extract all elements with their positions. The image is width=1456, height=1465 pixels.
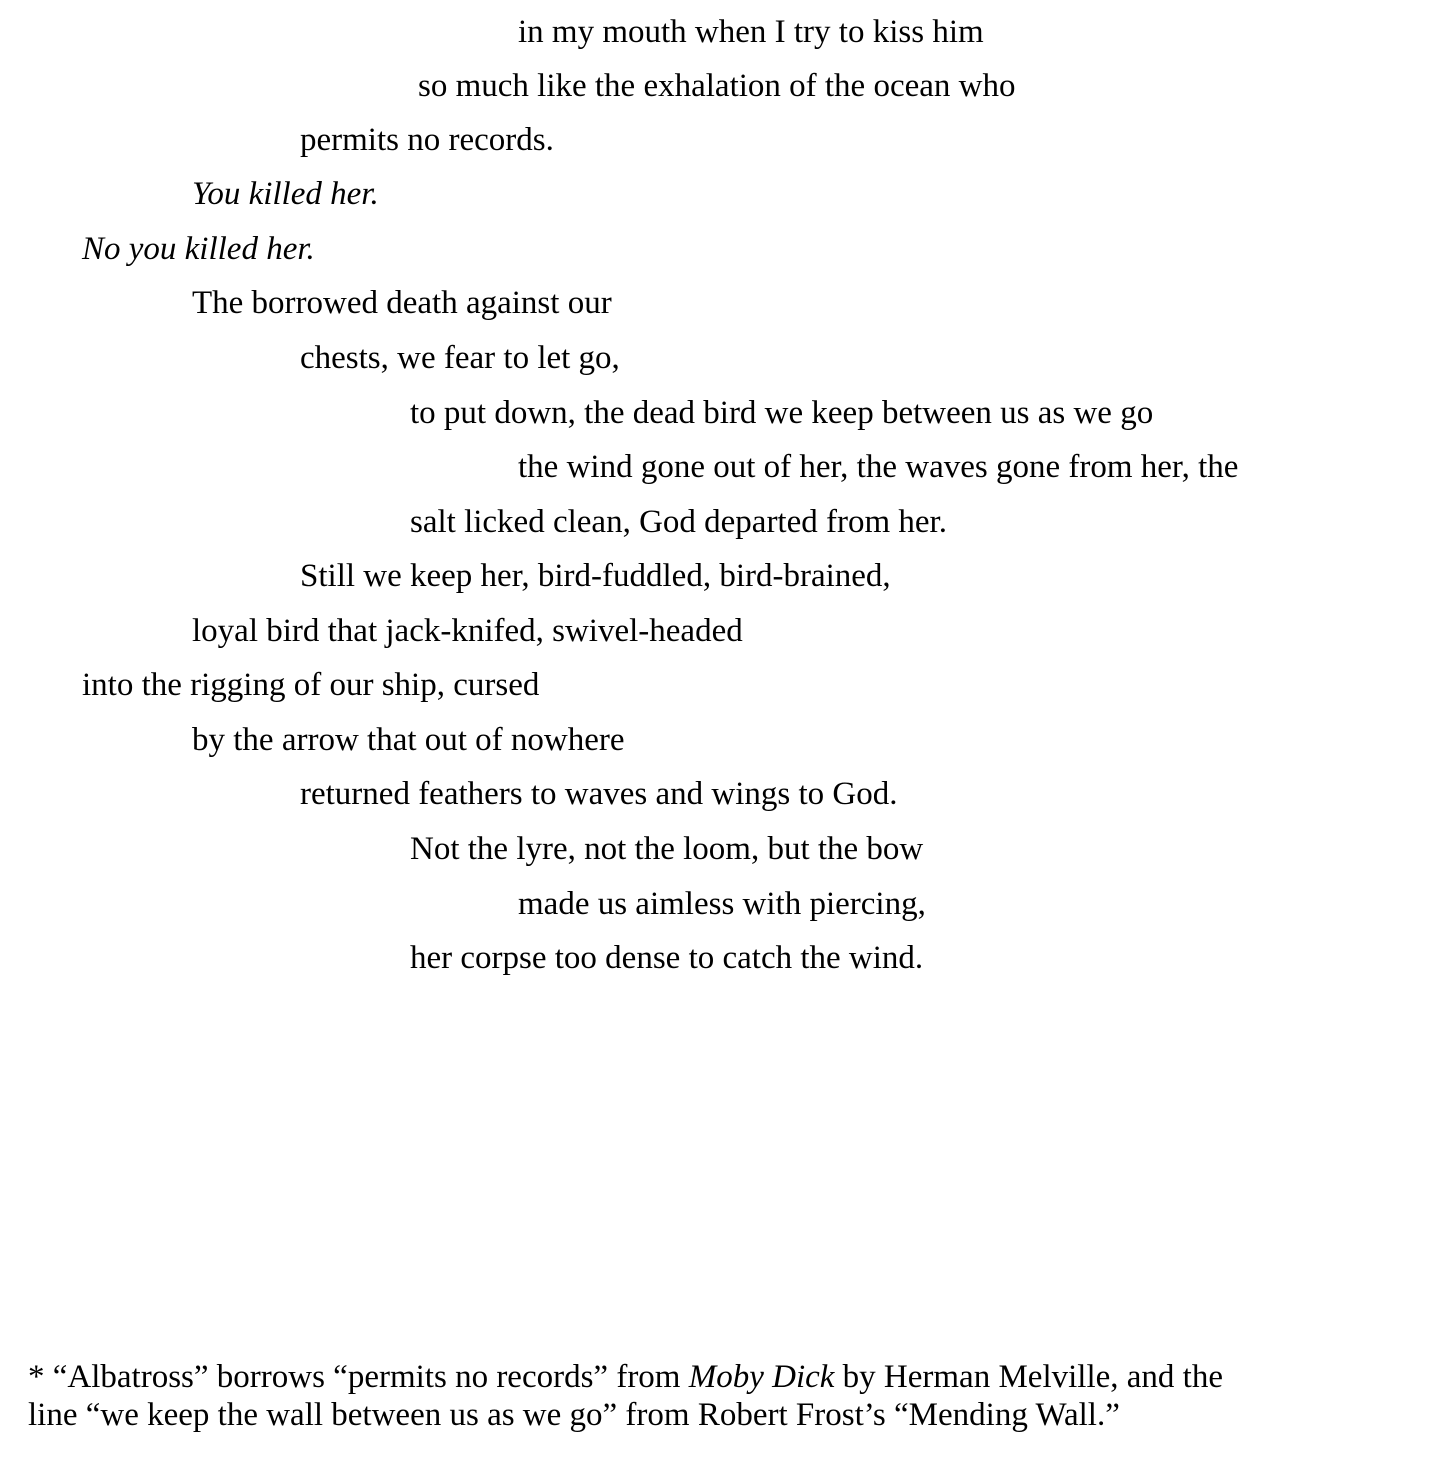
poem-line: returned feathers to waves and wings to God. xyxy=(300,776,898,812)
poem-line-italic: No you killed her. xyxy=(82,231,315,267)
footnote-line-1 xyxy=(28,1358,1428,1396)
poem-line: her corpse too dense to catch the wind. xyxy=(410,940,924,976)
poem-line: so much like the exhalation of the ocean who xyxy=(418,68,1016,104)
footnote-line-2: line “we keep the wall between us as we go” from Robert Frost’s “Mending Wall.” xyxy=(28,1397,1120,1433)
footnote-book-title: Moby Dick xyxy=(688,1359,835,1395)
poem-line: in my mouth when I try to kiss him xyxy=(518,14,984,50)
footnote xyxy=(28,1358,1428,1434)
poem-line: by the arrow that out of nowhere xyxy=(192,722,625,758)
poem-line: Still we keep her, bird-fuddled, bird-brained, xyxy=(300,558,891,594)
poem-line: to put down, the dead bird we keep between us as we go xyxy=(410,395,1154,431)
poem-line: made us aimless with piercing, xyxy=(518,886,926,922)
footnote-text: * “Albatross” borrows “permits no records” from xyxy=(28,1359,689,1395)
poem-line: permits no records. xyxy=(300,122,554,158)
poem-line-italic: You killed her. xyxy=(192,176,379,212)
poem-line: into the rigging of our ship, cursed xyxy=(82,667,540,703)
poem-line: salt licked clean, God departed from her. xyxy=(410,504,947,540)
poem-line: The borrowed death against our xyxy=(192,285,612,321)
poem-line: Not the lyre, not the loom, but the bow xyxy=(410,831,924,867)
poem-line: loyal bird that jack-knifed, swivel-headed xyxy=(192,613,743,649)
poem-line: the wind gone out of her, the waves gone from her, the xyxy=(518,449,1239,485)
poem-line: chests, we fear to let go, xyxy=(300,340,620,376)
footnote-text: by Herman Melville, and the xyxy=(834,1359,1223,1395)
